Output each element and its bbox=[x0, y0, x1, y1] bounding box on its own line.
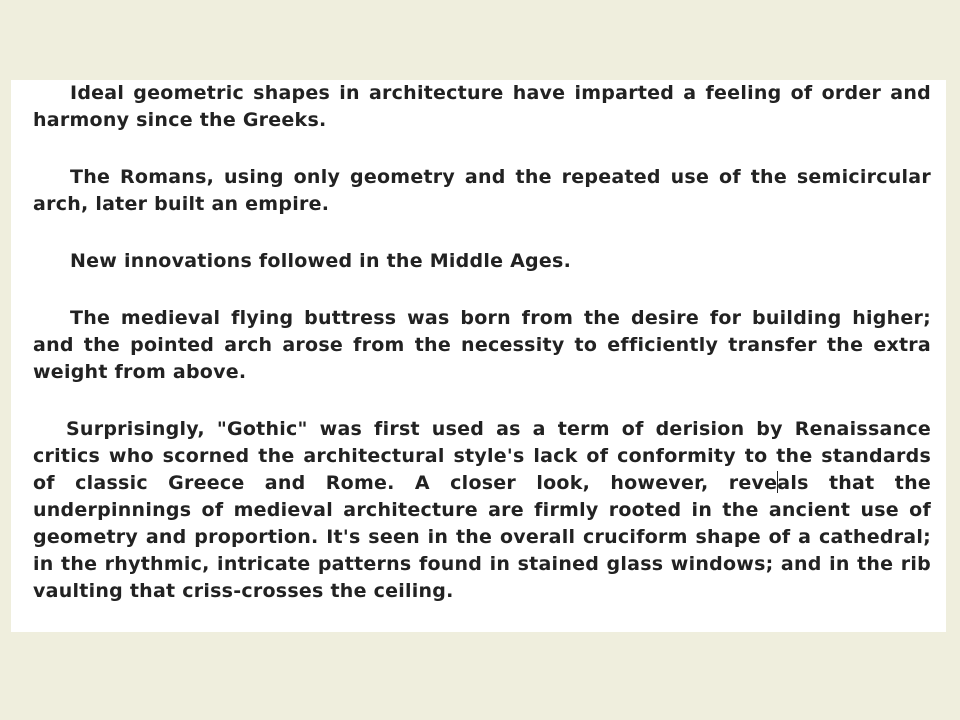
paragraph-gothic-text-start: Surprisingly, "Gothic" was first used as a term of derision by Renaissance critics who scorned the architectural style's lack of conformity to the standards of classic Greece and Rome. A closer look, however, reve bbox=[33, 418, 931, 494]
paragraph-greeks: Ideal geometric shapes in architecture have imparted a feeling of order and harmony since the Greeks. bbox=[33, 82, 931, 131]
paragraph-gothic-text-end: als that the underpinnings of medieval architecture are firmly rooted in the ancient use of geometry and proportion. It's seen in the overall cruciform shape of a cathedral; in the rhythmic, intricate patterns found in stained glass windows; and in the rib vaulting that criss-crosses the ceiling. bbox=[33, 472, 931, 602]
paragraph-romans: The Romans, using only geometry and the repeated use of the semicircular arch, later built an empire. bbox=[33, 166, 931, 215]
paragraph-flying-buttress: The medieval flying buttress was born from the desire for building higher; and the pointed arch arose from the necessity to efficiently transfer the extra weight from above. bbox=[33, 307, 931, 383]
paragraph-gothic bbox=[33, 416, 931, 605]
paragraph-middle-ages: New innovations followed in the Middle Ages. bbox=[70, 250, 572, 272]
document-panel[interactable] bbox=[11, 80, 946, 632]
